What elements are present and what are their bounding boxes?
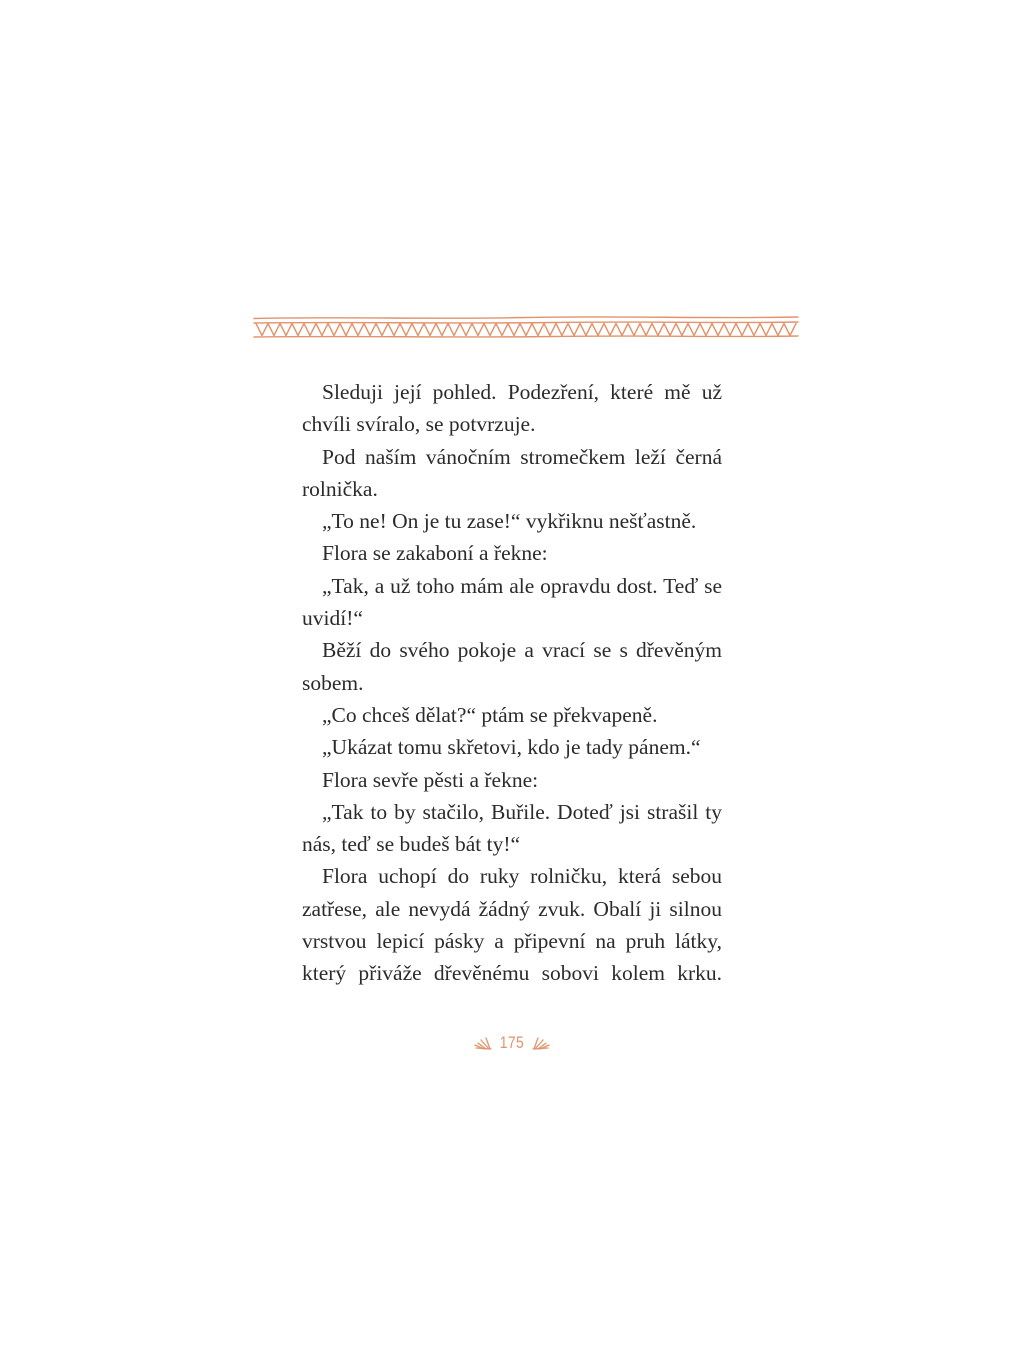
paragraph: Sleduji její pohled. Podezření, které mě už chvíli svíralo, se potvrzuje. [302,380,722,437]
paragraph: „Tak, a už toho mám ale opravdu dost. Teď se uvidí!“ [302,573,722,631]
paragraph: „Co chceš dělat?“ ptám se překvapeně. [322,702,658,727]
paragraph: Pod naším vánočním stromečkem leží černá rolnička. [302,444,722,501]
paragraph: „Ukázat tomu skřetovi, kdo je tady pánem.“ [322,735,701,760]
page-folio [0,1028,1024,1058]
body-text [302,376,722,990]
paragraph: „To ne! On je tu zase!“ vykřiknu nešťastně. [322,509,697,534]
paragraph: Flora sevře pěsti a řekne: [322,767,539,792]
paragraph: Flora se zakaboní a řekne: [322,541,548,566]
grass-sprig-icon [531,1035,551,1051]
grass-sprig-icon [473,1035,493,1051]
paragraph: Běží do svého pokoje a vrací se s dřevěným sobem. [302,638,722,695]
page-number: 175 [499,1033,525,1052]
zigzag-border-ornament-icon [252,312,800,340]
paragraph: „Tak to by stačilo, Buřile. Doteď jsi strašil ty nás, teď se budeš bát ty!“ [302,799,722,857]
paragraph: Flora uchopí do ruky rolničku, která sebou zatřese, ale nevydá žádný zvuk. Obalí ji silnou vrstvou lepicí pásky a připevní na pruh látky, který přiváže dřevěnému sobovi kolem krku. [302,864,722,986]
